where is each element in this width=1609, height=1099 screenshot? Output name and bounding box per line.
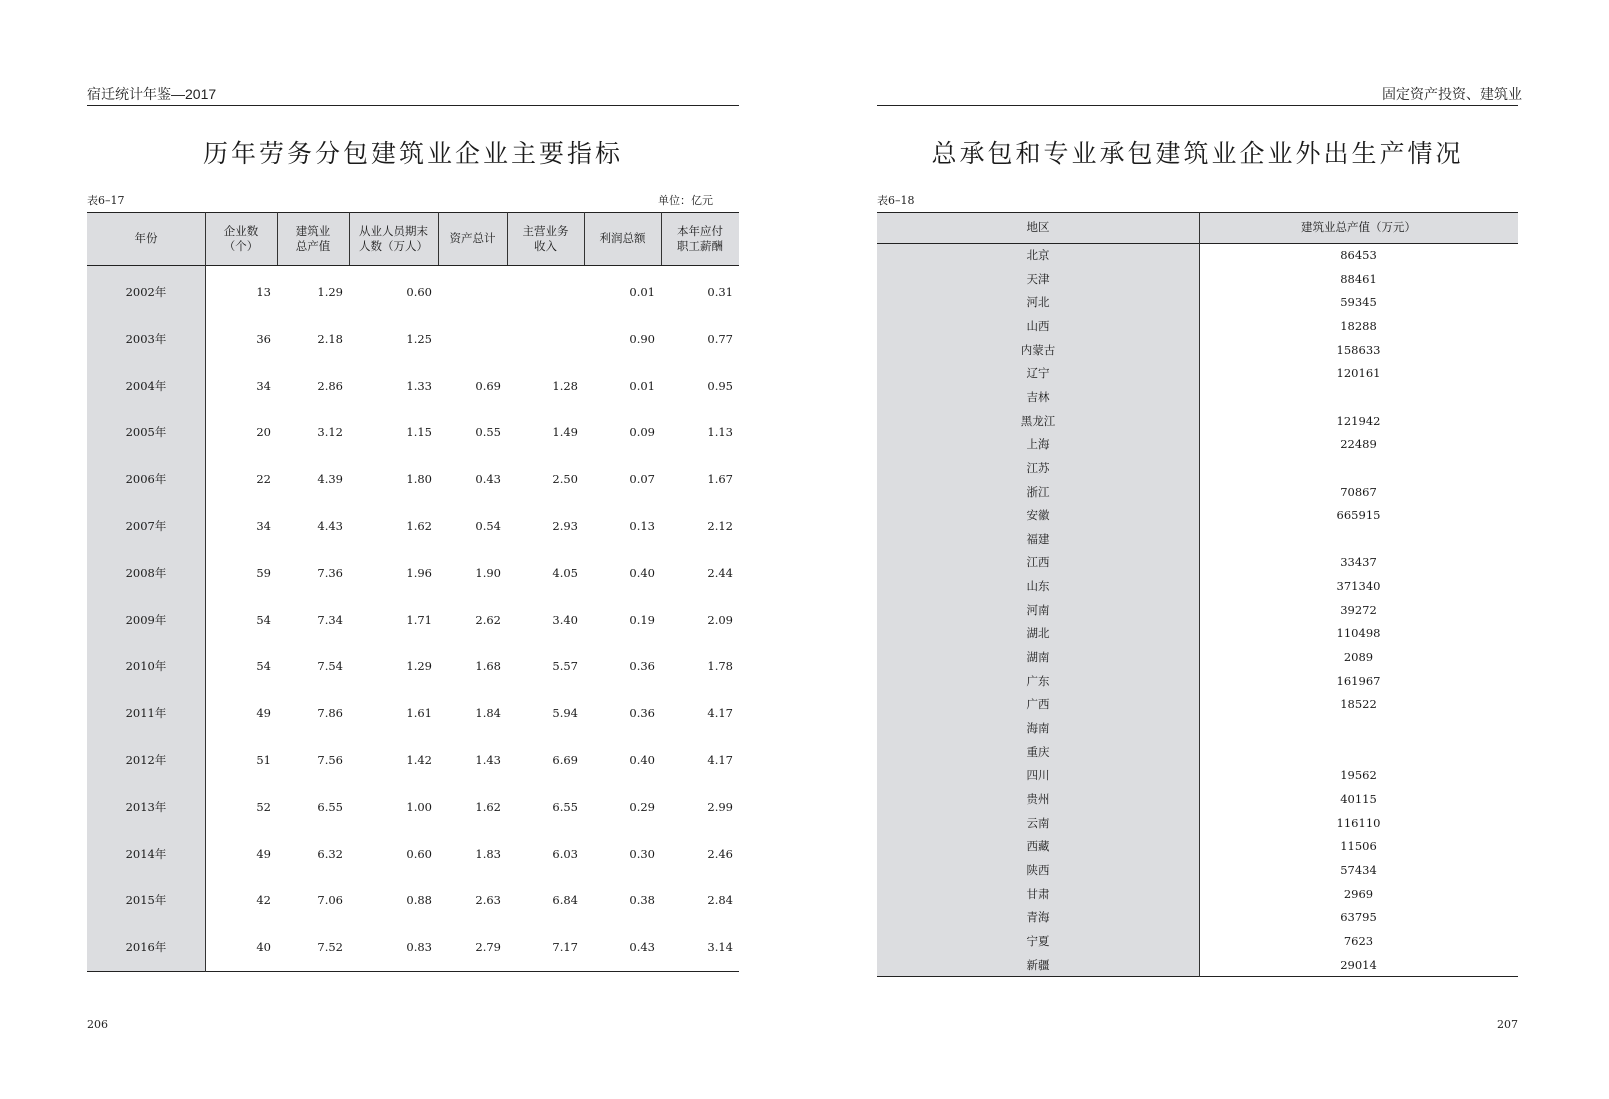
table-cell: 6.69 [552,753,578,767]
table-row [87,363,739,410]
table-cell: 54 [256,612,271,627]
table-row [877,812,1518,836]
table-row [877,457,1518,481]
table-cell: 7.36 [317,565,343,580]
table-cell: 7.06 [317,893,343,908]
table-cell: 0.69 [475,378,501,393]
value-cell: 158633 [1336,342,1381,357]
year-cell: 2015年 [125,893,167,908]
table-row [877,930,1518,954]
table-cell: 0.36 [629,706,655,721]
table-row [877,883,1518,907]
region-cell: 黑龙江 [1020,413,1056,428]
table-row [877,788,1518,812]
table-row [877,291,1518,315]
year-cell: 2011年 [125,706,167,721]
column-header: 建筑业 总产值 [295,223,331,253]
region-cell: 吉林 [1026,389,1050,404]
table-row [87,503,739,550]
table-row [877,741,1518,765]
table-row [87,737,739,784]
region-cell: 陕西 [1026,862,1050,877]
region-cell: 辽宁 [1026,366,1050,381]
table-6-18 [877,212,1518,977]
table-cell: 0.01 [629,285,655,299]
value-cell: 19562 [1340,768,1377,783]
table-cell: 1.61 [406,706,432,721]
region-cell: 西藏 [1026,839,1050,854]
table-cell: 0.83 [406,940,432,955]
table-row [87,924,739,971]
value-cell: 11506 [1340,839,1377,854]
column-header: 从业人员期末 人数（万人） [359,223,428,253]
value-cell: 121942 [1336,413,1381,428]
value-cell [1199,386,1518,410]
table-row [87,456,739,503]
header-rule-right [877,105,1518,106]
table-cell: 49 [256,846,271,861]
value-cell: 7623 [1343,933,1374,948]
table-cell: 0.43 [475,472,501,487]
table-row [877,362,1518,386]
table-cell: 7.52 [317,940,343,955]
table-cell: 51 [256,753,271,767]
table-cell [507,316,584,363]
table-cell: 0.55 [475,425,501,440]
table-row [87,643,739,690]
table-header-rule [87,265,739,266]
table-cell: 42 [256,893,271,908]
region-cell: 山东 [1026,579,1050,594]
table-title-left: 历年劳务分包建筑业企业主要指标 [202,139,623,168]
region-cell: 新疆 [1026,957,1050,972]
table-row [877,693,1518,717]
region-cell: 甘肃 [1026,886,1050,901]
region-cell: 上海 [1026,437,1050,452]
value-cell: 371340 [1336,579,1381,594]
year-cell: 2005年 [125,425,167,440]
value-cell: 59345 [1340,295,1377,310]
table-cell: 59 [256,565,271,580]
table-cell: 2.86 [317,378,343,393]
table-cell: 7.17 [552,940,578,955]
table-cell: 6.32 [317,846,343,861]
table-cell: 0.31 [707,285,733,299]
table-cell: 6.84 [552,893,578,908]
table-cell: 4.39 [317,472,343,487]
table-cell: 4.43 [317,519,343,533]
table-cell: 2.63 [475,893,501,908]
table-number-right: 表6–18 [877,194,915,207]
region-cell: 青海 [1026,910,1050,925]
table-cell [438,316,507,363]
table-row [87,597,739,644]
table-row [877,670,1518,694]
table-row [877,764,1518,788]
table-row [877,268,1518,292]
running-head-left: 宿迁统计年鉴—2017 [87,86,217,102]
column-header: 年份 [134,231,158,245]
value-cell: 63795 [1340,910,1377,925]
table-cell: 3.14 [707,940,733,955]
left-page [0,0,804,1099]
year-cell: 2010年 [125,659,167,674]
value-cell [1199,741,1518,765]
column-header: 利润总额 [599,231,646,245]
value-cell: 2089 [1343,650,1374,665]
table-cell: 0.09 [629,425,655,440]
table-row [877,835,1518,859]
table-cell: 0.30 [629,846,655,861]
table-cell: 6.55 [552,799,578,814]
table-cell: 6.03 [552,846,578,861]
table-row [877,575,1518,599]
column-header: 建筑业总产值（万元） [1301,220,1416,234]
table-row [877,433,1518,457]
table-cell: 0.38 [629,893,655,908]
table-cell: 2.50 [552,472,578,487]
region-cell: 海南 [1026,721,1050,735]
table-row [877,386,1518,410]
value-cell: 86453 [1340,248,1377,262]
value-cell: 18288 [1340,318,1377,333]
table-cell: 2.09 [707,612,733,627]
table-row [877,504,1518,528]
column-header: 地区 [1026,220,1050,234]
table-row [87,409,739,456]
column-header: 企业数 （个） [223,223,259,253]
year-cell: 2004年 [125,378,167,393]
table-cell: 7.56 [317,753,343,767]
table-cell [507,269,584,316]
table-cell: 3.40 [552,612,578,627]
table-cell: 0.29 [629,799,655,814]
table-cell: 0.88 [406,893,432,908]
value-cell: 110498 [1336,626,1381,641]
table-cell: 1.96 [406,565,432,580]
table-row [87,269,739,316]
table-cell: 0.13 [629,519,655,533]
table-cell: 1.25 [406,331,432,346]
region-cell: 山西 [1026,318,1050,333]
value-cell: 161967 [1336,673,1381,688]
table-cell: 7.86 [317,706,343,721]
region-cell: 云南 [1026,815,1050,830]
table-cell: 1.84 [475,706,501,721]
region-cell: 天津 [1026,271,1050,286]
value-cell: 665915 [1336,508,1381,523]
table-cell: 2.99 [707,799,733,814]
table-cell: 34 [256,378,271,393]
table-cell: 0.43 [629,940,655,955]
table-cell: 1.29 [406,659,432,674]
table-cell: 1.13 [707,425,733,440]
region-cell: 江西 [1026,555,1050,570]
table-cell: 1.49 [552,425,578,440]
table-cell: 1.62 [475,799,501,814]
table-row [877,481,1518,505]
table-cell: 0.90 [629,331,655,346]
region-cell: 广东 [1026,673,1050,688]
value-cell [1199,457,1518,481]
year-cell: 2007年 [125,519,167,533]
running-head-right: 固定资产投资、建筑业 [1382,86,1522,102]
table-row [87,831,739,878]
table-cell: 40 [256,940,271,955]
table-number-left: 表6–17 [87,194,125,207]
year-cell: 2013年 [125,799,167,814]
region-cell: 北京 [1026,248,1050,262]
region-cell: 湖南 [1026,650,1050,665]
year-cell: 2016年 [125,940,167,955]
value-cell: 2969 [1343,886,1374,901]
table-row [87,550,739,597]
value-cell: 33437 [1340,555,1377,570]
header-rule-left [87,105,739,106]
table-row [877,528,1518,552]
column-header: 本年应付 职工薪酬 [677,223,723,253]
value-cell: 18522 [1340,697,1377,712]
table-cell: 0.60 [406,846,432,861]
table-cell [438,269,507,316]
table-cell: 1.29 [317,285,343,299]
year-cell: 2012年 [125,753,167,767]
table-cell: 0.36 [629,659,655,674]
table-row [87,316,739,363]
table-cell: 0.60 [406,285,432,299]
table-cell: 2.18 [317,331,343,346]
table-cell: 2.46 [707,846,733,861]
table-cell: 7.34 [317,612,343,627]
table-row [877,717,1518,741]
region-cell: 重庆 [1026,744,1050,759]
region-cell: 贵州 [1026,791,1050,806]
table-cell: 36 [256,331,271,346]
table-cell: 1.78 [707,659,733,674]
table-cell: 1.67 [707,472,733,487]
table-row [877,339,1518,363]
column-header: 资产总计 [449,231,496,245]
table-cell: 1.42 [406,753,432,767]
table-cell: 4.17 [707,753,733,767]
table-cell: 0.54 [475,519,501,533]
table-row [877,315,1518,339]
region-cell: 河北 [1026,295,1050,310]
table-cell: 1.90 [475,565,501,580]
table-cell: 2.79 [475,940,501,955]
table-cell: 49 [256,706,271,721]
table-cell: 20 [256,425,271,440]
table-cell: 1.00 [406,799,432,814]
table-cell: 13 [256,285,271,299]
table-row [87,877,739,924]
table-cell: 2.93 [552,519,578,533]
table-row [877,410,1518,434]
table-cell: 3.12 [317,425,343,440]
table-cell: 5.94 [552,706,578,721]
table-cell: 0.07 [629,472,655,487]
value-cell: 57434 [1340,862,1377,877]
table-row [87,690,739,737]
year-cell: 2002年 [125,285,167,299]
table-6-17 [87,212,739,972]
table-cell: 1.80 [406,472,432,487]
year-cell: 2009年 [125,612,167,627]
region-cell: 宁夏 [1026,933,1050,948]
table-cell: 0.40 [629,565,655,580]
table-cell: 1.43 [475,753,501,767]
table-cell: 1.15 [406,425,432,440]
region-cell: 福建 [1026,531,1050,546]
year-cell: 2008年 [125,565,167,580]
value-cell: 70867 [1340,484,1377,499]
table-row [877,622,1518,646]
table-row [877,646,1518,670]
table-unit: 单位：亿元 [658,194,713,207]
table-cell: 2.84 [707,893,733,908]
region-cell: 江苏 [1026,460,1050,475]
value-cell: 39272 [1340,602,1377,617]
region-cell: 内蒙古 [1020,342,1056,357]
table-cell: 52 [256,799,271,814]
table-title-right: 总承包和专业承包建筑业企业外出生产情况 [931,139,1464,168]
region-cell: 湖北 [1026,626,1050,641]
table-row [87,784,739,831]
value-cell: 22489 [1340,437,1377,452]
value-cell: 120161 [1336,366,1381,381]
table-cell: 4.05 [552,565,578,580]
table-cell: 1.33 [406,378,432,393]
region-cell: 浙江 [1026,484,1050,499]
column-header: 主营业务 收入 [522,223,569,253]
value-cell [1199,717,1518,741]
value-cell: 40115 [1340,791,1377,806]
table-cell: 0.19 [629,612,655,627]
table-cell: 2.12 [707,519,733,533]
table-row [877,551,1518,575]
table-cell: 1.83 [475,846,501,861]
table-cell: 1.68 [475,659,501,674]
table-cell: 6.55 [317,799,343,814]
region-cell: 安徽 [1026,508,1050,523]
region-cell: 广西 [1026,697,1050,712]
table-cell: 0.95 [707,378,733,393]
table-cell: 1.28 [552,378,578,393]
page-number-left: 206 [87,1018,108,1031]
table-cell: 2.62 [475,612,501,627]
table-cell: 0.77 [707,331,733,346]
table-cell: 4.17 [707,706,733,721]
table-row [877,954,1518,978]
region-cell: 河南 [1026,602,1050,617]
table-cell: 1.71 [406,612,432,627]
table-row [877,244,1518,268]
value-cell: 29014 [1340,957,1377,972]
table-cell: 0.40 [629,753,655,767]
table-cell: 54 [256,659,271,674]
year-cell: 2014年 [125,846,167,861]
table-cell: 2.44 [707,565,733,580]
region-cell: 四川 [1026,768,1050,783]
table-cell: 0.01 [629,378,655,393]
year-cell: 2003年 [125,331,167,346]
value-cell [1199,528,1518,552]
year-cell: 2006年 [125,472,167,487]
value-cell: 88461 [1340,271,1377,286]
table-cell: 7.54 [317,659,343,674]
table-cell: 5.57 [552,659,578,674]
table-cell: 1.62 [406,519,432,533]
table-cell: 34 [256,519,271,533]
table-row [877,859,1518,883]
page-number-right: 207 [1497,1018,1518,1031]
value-cell: 116110 [1336,815,1381,830]
table-row [877,906,1518,930]
table-cell: 22 [256,472,271,487]
table-row [877,599,1518,623]
